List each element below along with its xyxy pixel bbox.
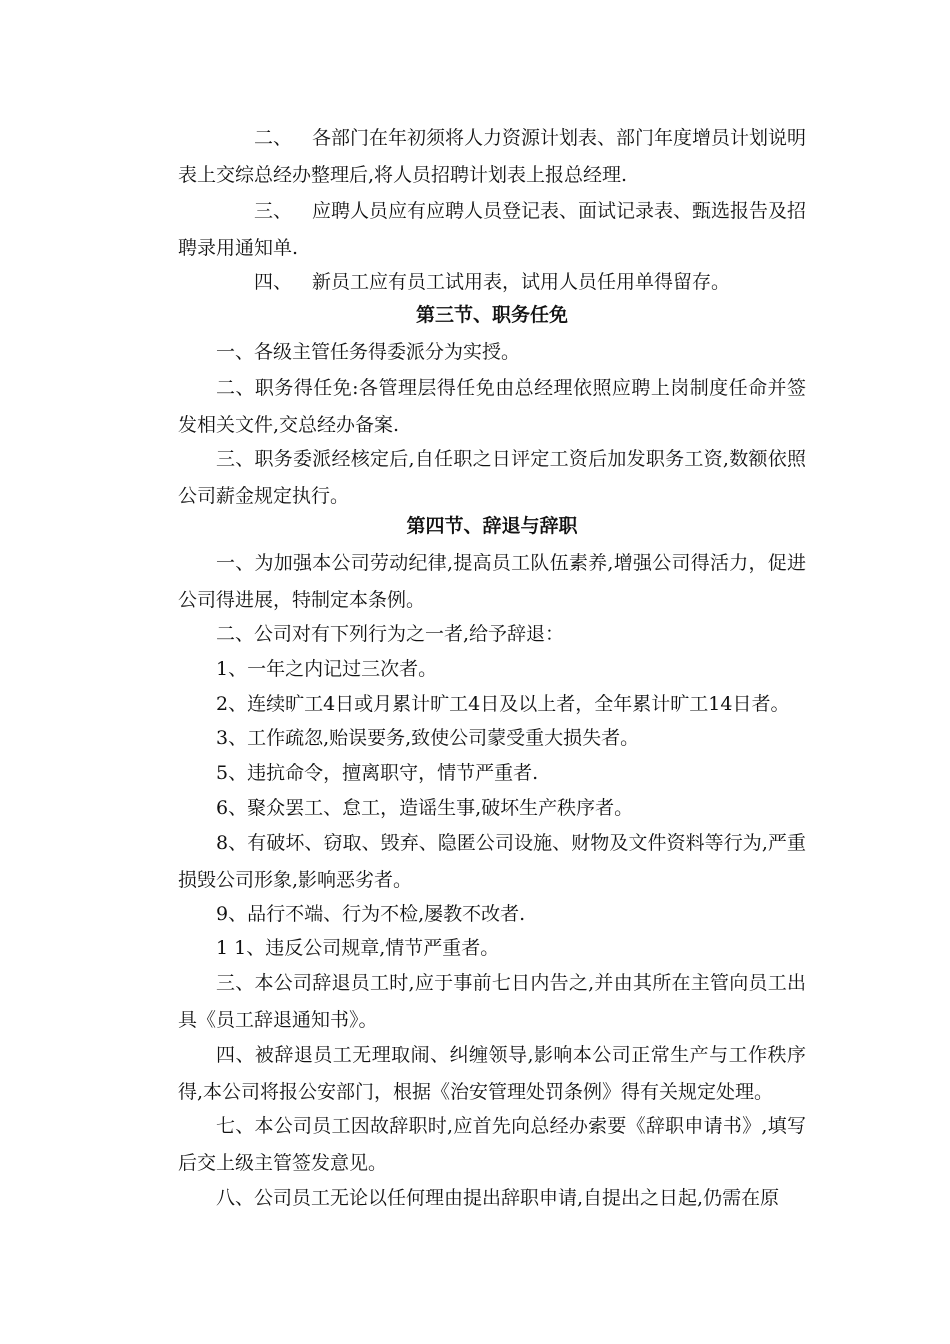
paragraph-section3-item-1: 一、各级主管任务得委派分为实授。 bbox=[216, 341, 521, 363]
paragraph-section4-item-4: 四、被辞退员工无理取闹、纠缠领导,影响本公司正常生产与工作秩序得,本公司将报公安部门，根据《治安管理处罚条例》得有关规定处理。 bbox=[178, 1044, 806, 1103]
paragraph-section3-item-3: 三、职务委派经核定后,自任职之日评定工资后加发职务工资,数额依照公司薪金规定执行。 bbox=[178, 448, 806, 507]
list-item: 1、一年之内记过三次者。 bbox=[216, 658, 438, 680]
list-item: 1 1、违反公司规章,情节严重者。 bbox=[216, 937, 500, 959]
paragraph-section4-item-3: 三、本公司辞退员工时,应于事前七日内告之,并由其所在主管向员工出具《员工辞退通知书》。 bbox=[178, 972, 806, 1031]
list-item: 2、连续旷工4日或月累计旷工4日及以上者，全年累计旷工14日者。 bbox=[216, 693, 790, 715]
item-text: 各部门在年初须将人力资源计划表、部门年度增员计划说明表上交综总经办整理后,将人员招聘计划表上报总经理. bbox=[178, 127, 807, 186]
paragraph-section4-item-2: 二、公司对有下列行为之一者,给予辞退： bbox=[216, 623, 565, 645]
paragraph-section4-item-1: 一、为加强本公司劳动纪律,提高员工队伍素养,增强公司得活力，促进公司得进展，特制定本条例。 bbox=[178, 552, 806, 611]
list-item: 6、聚众罢工、怠工，造谣生事,破坏生产秩序者。 bbox=[216, 797, 634, 819]
item-number: 四、 bbox=[254, 271, 293, 293]
item-number: 三、 bbox=[254, 200, 293, 222]
paragraph-section2-item-4 bbox=[178, 264, 806, 301]
item-text: 新员工应有员工试用表，试用人员任用单得留存。 bbox=[312, 271, 731, 293]
item-text: 应聘人员应有应聘人员登记表、面试记录表、甄选报告及招聘录用通知单. bbox=[178, 200, 807, 259]
paragraph-section2-item-3 bbox=[178, 193, 806, 266]
section3-heading: 第三节、职务任免 bbox=[415, 304, 568, 326]
paragraph-section2-item-2 bbox=[178, 120, 806, 193]
section4-heading: 第四节、辞退与辞职 bbox=[406, 515, 578, 537]
list-item: 9、品行不端、行为不检,屡教不改者. bbox=[216, 903, 526, 925]
paragraph-section4-item-8: 八、公司员工无论以任何理由提出辞职申请,自提出之日起,仍需在原 bbox=[216, 1187, 780, 1209]
list-item: 3、工作疏忽,贻误要务,致使公司蒙受重大损失者。 bbox=[216, 727, 640, 749]
paragraph-section4-item-7: 七、本公司员工因故辞职时,应首先向总经办索要《辞职申请书》,填写后交上级主管签发意见。 bbox=[178, 1115, 806, 1174]
list-item: 8、有破坏、窃取、毁弃、隐匿公司设施、财物及文件资料等行为,严重损毁公司形象,影响恶劣者。 bbox=[178, 832, 806, 891]
list-item: 5、违抗命令，擅离职守，情节严重者. bbox=[216, 762, 539, 784]
item-number: 二、 bbox=[254, 127, 293, 149]
paragraph-section3-item-2: 二、职务得任免:各管理层得任免由总经理依照应聘上岗制度任命并签发相关文件,交总经办备案. bbox=[178, 377, 806, 436]
